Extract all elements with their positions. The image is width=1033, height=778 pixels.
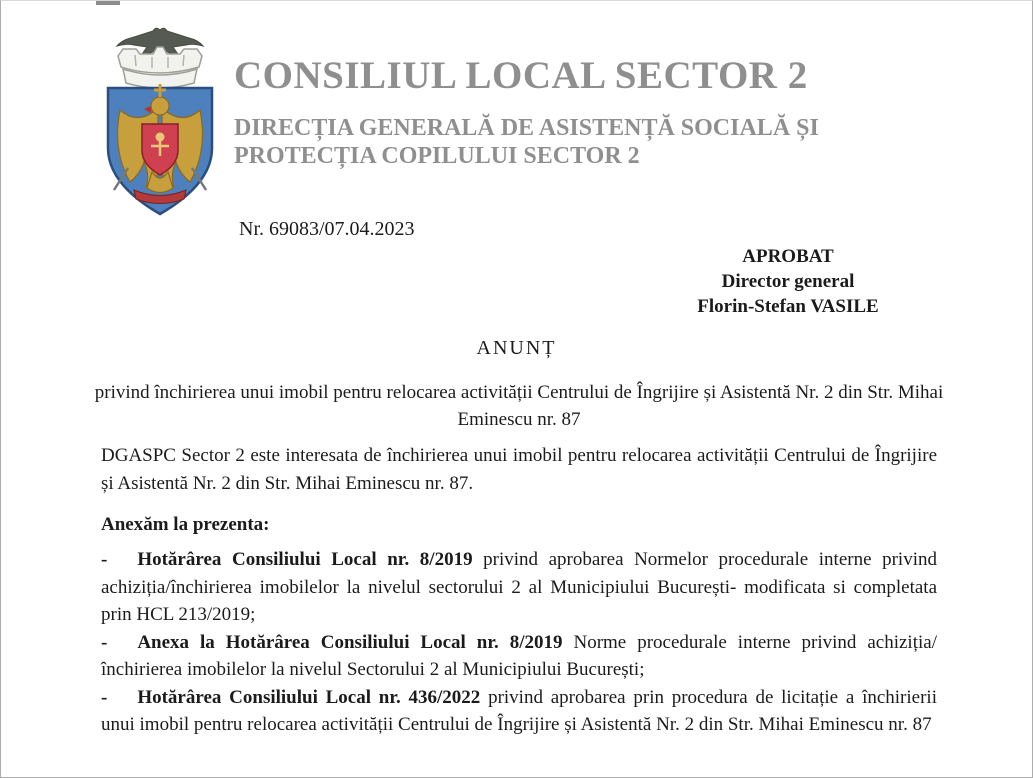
coat-of-arms-icon xyxy=(94,21,226,221)
bullet-dash: - xyxy=(101,631,108,653)
org-subtitle-line2: PROTECȚIA COPILULUI SECTOR 2 xyxy=(234,143,640,169)
org-subtitle xyxy=(234,114,834,170)
annex-item-3-text: privind aprobarea prin procedura de licitație a închirierii unui imobil pentru relocarea activității Centrului de Îngrijire și Asistentă Nr. 2 din Str. Mihai Eminescu nr. 87 xyxy=(101,686,937,735)
bullet-dash: - xyxy=(101,686,108,708)
announcement-title: ANUNȚ xyxy=(476,337,557,359)
annex-item-3 xyxy=(101,684,937,739)
top-edge-artifact xyxy=(96,1,120,5)
annex-item-1-text: privind aprobarea Normelor procedurale interne privind achiziția/închirierea imobilelor la nivelul sectorului 2 al Municipiului București- modificata si completata prin HCL 213/2019; xyxy=(101,549,937,625)
annex-item-2-text: Norme procedurale interne privind achiziția/închirierea imobilelor la nivelul Sectorului 2 al Municipiului București; xyxy=(101,631,937,680)
annex-heading: Anexăm la prezenta: xyxy=(101,514,270,535)
org-title: CONSILIUL LOCAL SECTOR 2 xyxy=(234,54,808,97)
annex-list xyxy=(101,546,937,739)
annex-item-2 xyxy=(101,629,937,684)
approval-role: Director general xyxy=(721,271,855,292)
annex-item-1-title: Hotărârea Consiliului Local nr. 8/2019 xyxy=(137,549,473,570)
annex-item-3-title: Hotărârea Consiliului Local nr. 436/2022 xyxy=(137,686,481,708)
org-subtitle-line1: DIRECȚIA GENERALĂ DE ASISTENȚĂ SOCIALĂ ȘI xyxy=(234,115,819,141)
bullet-dash: - xyxy=(101,549,108,570)
announcement-subtitle: privind închirierea unui imobil pentru relocarea activității Centrului de Îngrijire și Asistentă Nr. 2 din Str. Mihai Eminescu nr. 87 xyxy=(94,382,944,430)
approval-name: Florin-Stefan VASILE xyxy=(697,296,879,317)
approval-block xyxy=(638,244,938,319)
intro-paragraph: DGASPC Sector 2 este interesata de închirierea unui imobil pentru relocarea activității Centrului de Îngrijire și Asistentă Nr. 2 din Str. Mihai Eminescu nr. 87. xyxy=(101,445,937,494)
annex-item-1 xyxy=(101,546,937,629)
document-number: Nr. 69083/07.04.2023 xyxy=(239,218,415,240)
annex-item-2-title: Anexa la Hotărârea Consiliului Local nr. 8/2019 xyxy=(137,631,563,653)
approval-label: APROBAT xyxy=(742,246,834,267)
